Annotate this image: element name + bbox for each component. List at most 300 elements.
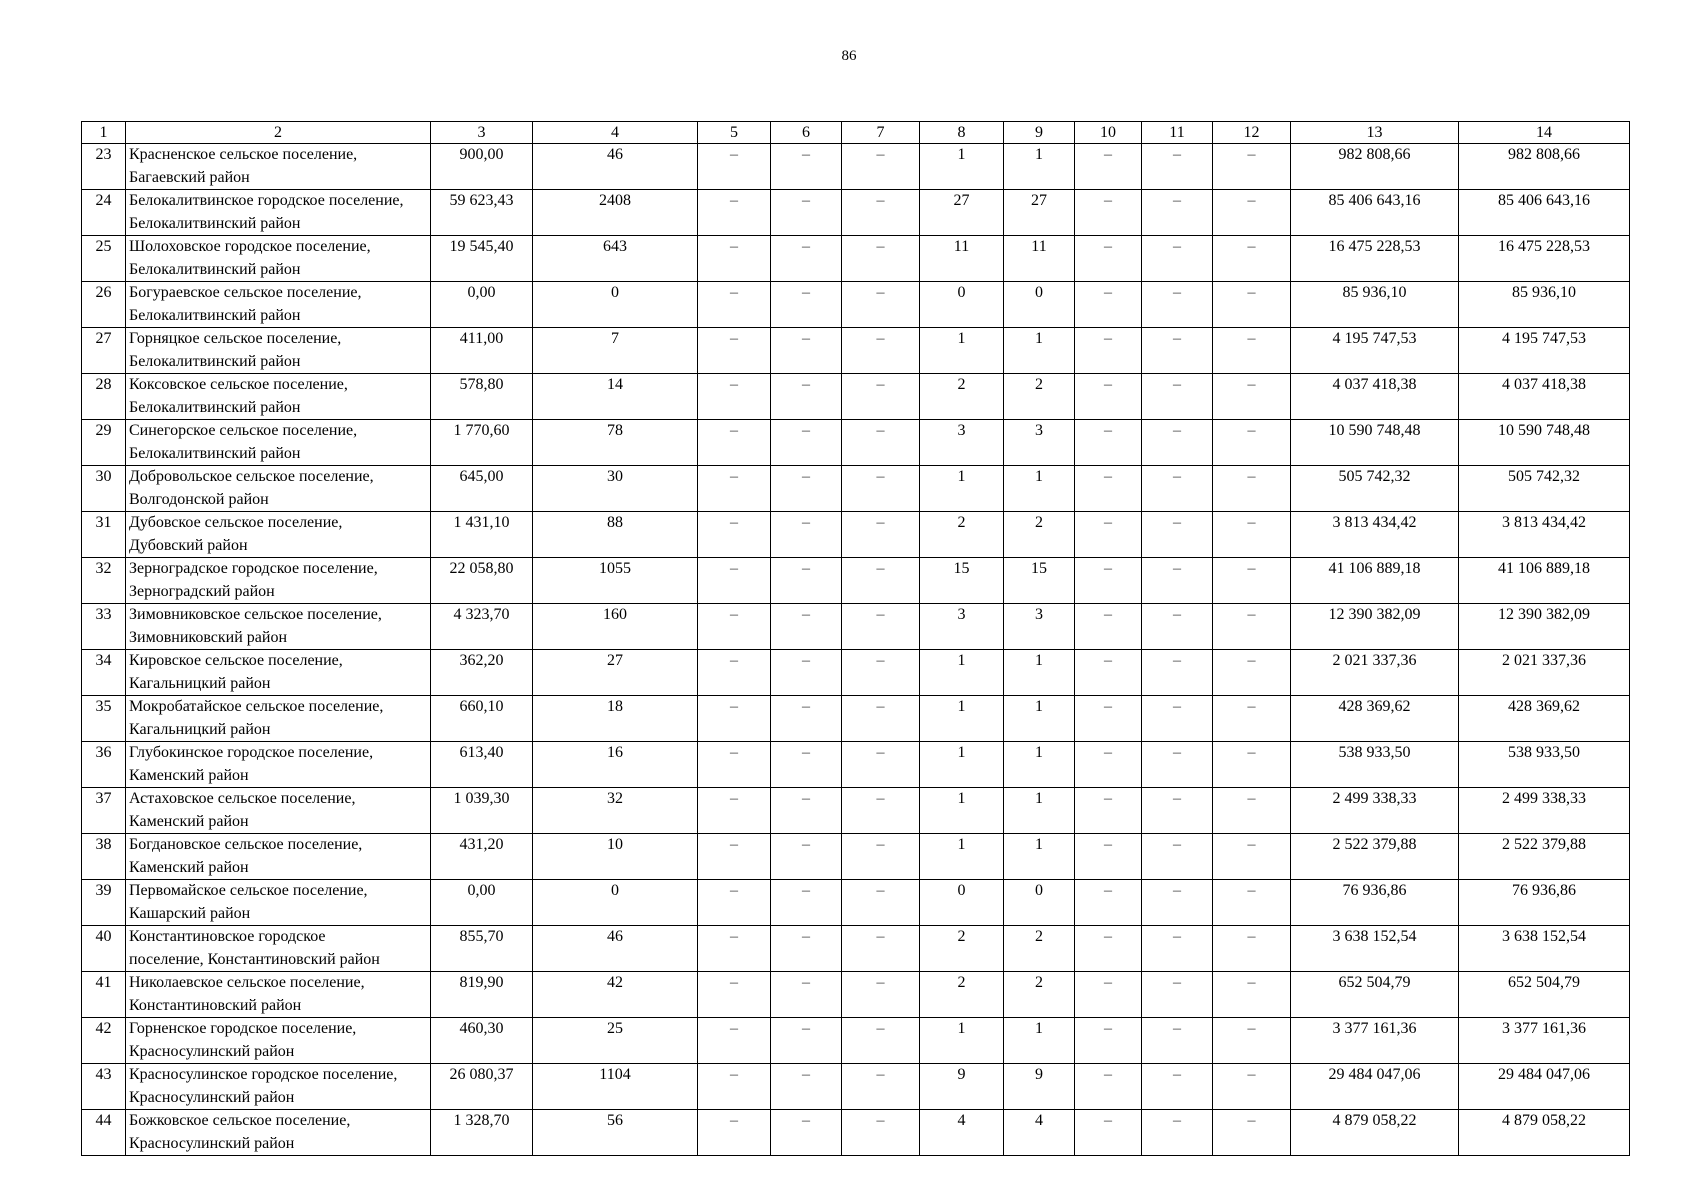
- cell-col-14: 3 638 152,54: [1459, 926, 1630, 972]
- cell-col-12: –: [1213, 236, 1291, 282]
- settlement-name-line-1: Добровольское сельское поселение,: [129, 468, 374, 485]
- cell-col-3: 59 623,43: [431, 190, 533, 236]
- cell-col-4: 88: [533, 512, 698, 558]
- cell-col-9: 4: [1004, 1110, 1075, 1156]
- cell-col-9: 1: [1004, 328, 1075, 374]
- table-row: [82, 190, 1630, 236]
- cell-col-4: 56: [533, 1110, 698, 1156]
- cell-col-5: –: [698, 1018, 771, 1064]
- settlement-name: [126, 236, 431, 282]
- cell-col-5: –: [698, 236, 771, 282]
- cell-col-9: 0: [1004, 880, 1075, 926]
- cell-col-6: –: [771, 420, 842, 466]
- cell-col-12: –: [1213, 374, 1291, 420]
- cell-col-11: –: [1142, 512, 1213, 558]
- cell-col-14: 12 390 382,09: [1459, 604, 1630, 650]
- settlement-name-line-1: Богдановское сельское поселение,: [129, 836, 363, 853]
- cell-col-7: –: [842, 420, 920, 466]
- settlement-name-line-1: Божковское сельское поселение,: [129, 1112, 351, 1129]
- cell-col-3: 819,90: [431, 972, 533, 1018]
- row-number: 27: [82, 328, 126, 374]
- row-number: 44: [82, 1110, 126, 1156]
- table-row: [82, 972, 1630, 1018]
- cell-col-11: –: [1142, 926, 1213, 972]
- cell-col-5: –: [698, 512, 771, 558]
- cell-col-12: –: [1213, 926, 1291, 972]
- cell-col-12: –: [1213, 1018, 1291, 1064]
- settlement-name-line-2: Каменский район: [129, 812, 249, 830]
- table-row: [82, 604, 1630, 650]
- cell-col-14: 2 522 379,88: [1459, 834, 1630, 880]
- cell-col-9: 3: [1004, 604, 1075, 650]
- cell-col-3: 0,00: [431, 880, 533, 926]
- settlement-name: [126, 420, 431, 466]
- row-number: 31: [82, 512, 126, 558]
- cell-col-10: –: [1075, 558, 1142, 604]
- cell-col-10: –: [1075, 374, 1142, 420]
- cell-col-9: 1: [1004, 1018, 1075, 1064]
- settlement-name: [126, 282, 431, 328]
- cell-col-9: 1: [1004, 650, 1075, 696]
- settlement-name-line-1: Синегорское сельское поселение,: [129, 422, 358, 439]
- cell-col-12: –: [1213, 466, 1291, 512]
- cell-col-13: 4 195 747,53: [1291, 328, 1459, 374]
- cell-col-4: 46: [533, 926, 698, 972]
- cell-col-10: –: [1075, 512, 1142, 558]
- table-row: [82, 926, 1630, 972]
- table-row: [82, 1018, 1630, 1064]
- cell-col-11: –: [1142, 742, 1213, 788]
- cell-col-6: –: [771, 696, 842, 742]
- cell-col-7: –: [842, 144, 920, 190]
- cell-col-11: –: [1142, 558, 1213, 604]
- cell-col-13: 4 879 058,22: [1291, 1110, 1459, 1156]
- cell-col-10: –: [1075, 420, 1142, 466]
- cell-col-7: –: [842, 972, 920, 1018]
- cell-col-3: 660,10: [431, 696, 533, 742]
- table-row: [82, 466, 1630, 512]
- table-row: [82, 420, 1630, 466]
- settlement-name-line-1: Красненское сельское поселение,: [129, 146, 358, 163]
- cell-col-12: –: [1213, 742, 1291, 788]
- cell-col-7: –: [842, 650, 920, 696]
- cell-col-10: –: [1075, 328, 1142, 374]
- cell-col-4: 1055: [533, 558, 698, 604]
- cell-col-11: –: [1142, 972, 1213, 1018]
- cell-col-13: 3 377 161,36: [1291, 1018, 1459, 1064]
- row-number: 41: [82, 972, 126, 1018]
- table-row: [82, 1064, 1630, 1110]
- column-header: 14: [1459, 122, 1630, 144]
- settlement-name-line-2: Белокалитвинский район: [129, 260, 301, 278]
- settlement-name: [126, 926, 431, 972]
- cell-col-8: 1: [920, 144, 1004, 190]
- cell-col-11: –: [1142, 788, 1213, 834]
- cell-col-11: –: [1142, 834, 1213, 880]
- cell-col-9: 1: [1004, 466, 1075, 512]
- cell-col-6: –: [771, 558, 842, 604]
- cell-col-4: 2408: [533, 190, 698, 236]
- cell-col-6: –: [771, 466, 842, 512]
- cell-col-14: 41 106 889,18: [1459, 558, 1630, 604]
- column-header: 11: [1142, 122, 1213, 144]
- cell-col-6: –: [771, 788, 842, 834]
- table-row: [82, 236, 1630, 282]
- cell-col-8: 2: [920, 972, 1004, 1018]
- cell-col-12: –: [1213, 972, 1291, 1018]
- cell-col-7: –: [842, 926, 920, 972]
- cell-col-3: 362,20: [431, 650, 533, 696]
- cell-col-4: 42: [533, 972, 698, 1018]
- cell-col-4: 46: [533, 144, 698, 190]
- cell-col-12: –: [1213, 604, 1291, 650]
- row-number: 33: [82, 604, 126, 650]
- cell-col-6: –: [771, 1110, 842, 1156]
- settlement-name-line-2: Белокалитвинский район: [129, 398, 301, 416]
- row-number: 43: [82, 1064, 126, 1110]
- settlement-name-line-2: Волгодонской район: [129, 490, 269, 508]
- table-row: [82, 144, 1630, 190]
- cell-col-8: 1: [920, 742, 1004, 788]
- settlement-name: [126, 328, 431, 374]
- settlement-name-line-1: Мокробатайское сельское поселение,: [129, 698, 384, 715]
- cell-col-12: –: [1213, 512, 1291, 558]
- cell-col-13: 10 590 748,48: [1291, 420, 1459, 466]
- cell-col-5: –: [698, 144, 771, 190]
- column-header: 6: [771, 122, 842, 144]
- settlement-name-line-1: Николаевское сельское поселение,: [129, 974, 365, 991]
- settlement-name-line-2: Константиновский район: [129, 996, 302, 1014]
- cell-col-14: 76 936,86: [1459, 880, 1630, 926]
- cell-col-14: 4 037 418,38: [1459, 374, 1630, 420]
- settlement-name: [126, 604, 431, 650]
- cell-col-12: –: [1213, 190, 1291, 236]
- cell-col-6: –: [771, 972, 842, 1018]
- cell-col-8: 1: [920, 788, 1004, 834]
- cell-col-11: –: [1142, 236, 1213, 282]
- cell-col-10: –: [1075, 1018, 1142, 1064]
- cell-col-10: –: [1075, 1064, 1142, 1110]
- cell-col-4: 14: [533, 374, 698, 420]
- cell-col-7: –: [842, 466, 920, 512]
- cell-col-6: –: [771, 282, 842, 328]
- column-number-row: [82, 122, 1630, 144]
- cell-col-8: 11: [920, 236, 1004, 282]
- cell-col-12: –: [1213, 144, 1291, 190]
- cell-col-5: –: [698, 374, 771, 420]
- cell-col-12: –: [1213, 880, 1291, 926]
- column-header: 2: [126, 122, 431, 144]
- cell-col-9: 27: [1004, 190, 1075, 236]
- cell-col-3: 613,40: [431, 742, 533, 788]
- row-number: 40: [82, 926, 126, 972]
- cell-col-10: –: [1075, 466, 1142, 512]
- row-number: 35: [82, 696, 126, 742]
- row-number: 29: [82, 420, 126, 466]
- cell-col-14: 982 808,66: [1459, 144, 1630, 190]
- cell-col-3: 578,80: [431, 374, 533, 420]
- settlement-name-line-2: Белокалитвинский район: [129, 352, 301, 370]
- table-row: [82, 788, 1630, 834]
- settlement-name: [126, 558, 431, 604]
- cell-col-11: –: [1142, 1110, 1213, 1156]
- row-number: 30: [82, 466, 126, 512]
- cell-col-8: 27: [920, 190, 1004, 236]
- settlement-name: [126, 788, 431, 834]
- table-row: [82, 742, 1630, 788]
- cell-col-3: 900,00: [431, 144, 533, 190]
- cell-col-7: –: [842, 512, 920, 558]
- settlement-name-line-2: Багаевский район: [129, 168, 250, 186]
- cell-col-9: 2: [1004, 374, 1075, 420]
- settlement-name-line-1: Шолоховское городское поселение,: [129, 238, 371, 255]
- cell-col-13: 2 522 379,88: [1291, 834, 1459, 880]
- cell-col-13: 85 406 643,16: [1291, 190, 1459, 236]
- cell-col-14: 3 377 161,36: [1459, 1018, 1630, 1064]
- cell-col-10: –: [1075, 236, 1142, 282]
- cell-col-8: 1: [920, 834, 1004, 880]
- cell-col-13: 3 813 434,42: [1291, 512, 1459, 558]
- cell-col-6: –: [771, 834, 842, 880]
- row-number: 32: [82, 558, 126, 604]
- table-row: [82, 282, 1630, 328]
- row-number: 42: [82, 1018, 126, 1064]
- cell-col-13: 29 484 047,06: [1291, 1064, 1459, 1110]
- cell-col-7: –: [842, 1110, 920, 1156]
- cell-col-8: 1: [920, 696, 1004, 742]
- cell-col-4: 0: [533, 880, 698, 926]
- cell-col-8: 1: [920, 650, 1004, 696]
- cell-col-11: –: [1142, 190, 1213, 236]
- settlement-name-line-1: Горненское городское поселение,: [129, 1020, 357, 1037]
- cell-col-7: –: [842, 880, 920, 926]
- column-header: 4: [533, 122, 698, 144]
- cell-col-9: 11: [1004, 236, 1075, 282]
- cell-col-10: –: [1075, 834, 1142, 880]
- cell-col-4: 16: [533, 742, 698, 788]
- cell-col-5: –: [698, 1110, 771, 1156]
- table-row: [82, 880, 1630, 926]
- cell-col-4: 27: [533, 650, 698, 696]
- cell-col-14: 29 484 047,06: [1459, 1064, 1630, 1110]
- row-number: 37: [82, 788, 126, 834]
- cell-col-9: 2: [1004, 926, 1075, 972]
- settlement-name: [126, 190, 431, 236]
- cell-col-12: –: [1213, 1064, 1291, 1110]
- cell-col-13: 4 037 418,38: [1291, 374, 1459, 420]
- cell-col-3: 855,70: [431, 926, 533, 972]
- column-header: 8: [920, 122, 1004, 144]
- cell-col-4: 25: [533, 1018, 698, 1064]
- cell-col-7: –: [842, 328, 920, 374]
- cell-col-8: 1: [920, 466, 1004, 512]
- row-number: 34: [82, 650, 126, 696]
- cell-col-3: 0,00: [431, 282, 533, 328]
- cell-col-4: 10: [533, 834, 698, 880]
- cell-col-9: 1: [1004, 742, 1075, 788]
- cell-col-3: 4 323,70: [431, 604, 533, 650]
- cell-col-5: –: [698, 1064, 771, 1110]
- cell-col-8: 0: [920, 880, 1004, 926]
- cell-col-3: 411,00: [431, 328, 533, 374]
- cell-col-9: 15: [1004, 558, 1075, 604]
- cell-col-7: –: [842, 190, 920, 236]
- cell-col-6: –: [771, 1018, 842, 1064]
- cell-col-4: 18: [533, 696, 698, 742]
- cell-col-4: 0: [533, 282, 698, 328]
- cell-col-14: 3 813 434,42: [1459, 512, 1630, 558]
- cell-col-5: –: [698, 466, 771, 512]
- cell-col-7: –: [842, 236, 920, 282]
- cell-col-14: 538 933,50: [1459, 742, 1630, 788]
- settlement-name: [126, 1064, 431, 1110]
- cell-col-9: 1: [1004, 144, 1075, 190]
- table-body: [82, 144, 1630, 1156]
- cell-col-13: 2 499 338,33: [1291, 788, 1459, 834]
- cell-col-5: –: [698, 972, 771, 1018]
- cell-col-5: –: [698, 650, 771, 696]
- cell-col-13: 12 390 382,09: [1291, 604, 1459, 650]
- cell-col-7: –: [842, 834, 920, 880]
- cell-col-3: 26 080,37: [431, 1064, 533, 1110]
- settlement-name-line-2: Красносулинский район: [129, 1134, 295, 1152]
- settlement-name-line-1: Дубовское сельское поселение,: [129, 514, 343, 531]
- cell-col-10: –: [1075, 282, 1142, 328]
- settlement-name: [126, 1110, 431, 1156]
- cell-col-9: 9: [1004, 1064, 1075, 1110]
- table-row: [82, 1110, 1630, 1156]
- cell-col-13: 85 936,10: [1291, 282, 1459, 328]
- settlement-name: [126, 144, 431, 190]
- cell-col-5: –: [698, 190, 771, 236]
- cell-col-8: 15: [920, 558, 1004, 604]
- settlement-name: [126, 1018, 431, 1064]
- table-row: [82, 558, 1630, 604]
- cell-col-14: 2 021 337,36: [1459, 650, 1630, 696]
- cell-col-9: 0: [1004, 282, 1075, 328]
- cell-col-4: 7: [533, 328, 698, 374]
- cell-col-8: 1: [920, 1018, 1004, 1064]
- cell-col-10: –: [1075, 880, 1142, 926]
- cell-col-9: 2: [1004, 972, 1075, 1018]
- cell-col-6: –: [771, 926, 842, 972]
- cell-col-11: –: [1142, 696, 1213, 742]
- cell-col-14: 652 504,79: [1459, 972, 1630, 1018]
- cell-col-12: –: [1213, 282, 1291, 328]
- cell-col-7: –: [842, 1064, 920, 1110]
- cell-col-11: –: [1142, 1018, 1213, 1064]
- row-number: 28: [82, 374, 126, 420]
- cell-col-6: –: [771, 880, 842, 926]
- cell-col-5: –: [698, 788, 771, 834]
- cell-col-14: 10 590 748,48: [1459, 420, 1630, 466]
- row-number: 26: [82, 282, 126, 328]
- cell-col-12: –: [1213, 696, 1291, 742]
- cell-col-13: 538 933,50: [1291, 742, 1459, 788]
- cell-col-3: 460,30: [431, 1018, 533, 1064]
- settlement-name: [126, 880, 431, 926]
- settlement-name: [126, 742, 431, 788]
- settlement-name-line-2: Кагальницкий район: [129, 720, 271, 738]
- settlement-name-line-2: Красносулинский район: [129, 1042, 295, 1060]
- column-header: 1: [82, 122, 126, 144]
- cell-col-13: 41 106 889,18: [1291, 558, 1459, 604]
- settlement-name-line-1: Горняцкое сельское поселение,: [129, 330, 342, 347]
- column-header: 7: [842, 122, 920, 144]
- cell-col-6: –: [771, 512, 842, 558]
- cell-col-14: 4 195 747,53: [1459, 328, 1630, 374]
- cell-col-11: –: [1142, 282, 1213, 328]
- settlement-name-line-1: Белокалитвинское городское поселение,: [129, 192, 404, 209]
- settlement-name: [126, 696, 431, 742]
- cell-col-12: –: [1213, 788, 1291, 834]
- cell-col-6: –: [771, 190, 842, 236]
- cell-col-11: –: [1142, 328, 1213, 374]
- cell-col-4: 78: [533, 420, 698, 466]
- cell-col-5: –: [698, 558, 771, 604]
- cell-col-8: 9: [920, 1064, 1004, 1110]
- cell-col-7: –: [842, 558, 920, 604]
- cell-col-8: 2: [920, 374, 1004, 420]
- cell-col-8: 3: [920, 420, 1004, 466]
- cell-col-10: –: [1075, 190, 1142, 236]
- cell-col-14: 16 475 228,53: [1459, 236, 1630, 282]
- cell-col-9: 3: [1004, 420, 1075, 466]
- cell-col-13: 3 638 152,54: [1291, 926, 1459, 972]
- cell-col-10: –: [1075, 604, 1142, 650]
- cell-col-10: –: [1075, 926, 1142, 972]
- cell-col-4: 30: [533, 466, 698, 512]
- table-row: [82, 512, 1630, 558]
- cell-col-14: 85 406 643,16: [1459, 190, 1630, 236]
- cell-col-3: 431,20: [431, 834, 533, 880]
- cell-col-7: –: [842, 696, 920, 742]
- cell-col-13: 982 808,66: [1291, 144, 1459, 190]
- cell-col-11: –: [1142, 466, 1213, 512]
- settlement-name-line-1: Глубокинское городское поселение,: [129, 744, 374, 761]
- cell-col-9: 1: [1004, 788, 1075, 834]
- cell-col-8: 3: [920, 604, 1004, 650]
- table-row: [82, 696, 1630, 742]
- settlement-name-line-2: поселение, Константиновский район: [129, 950, 380, 968]
- settlement-name-line-1: Кировское сельское поселение,: [129, 652, 343, 669]
- row-number: 36: [82, 742, 126, 788]
- cell-col-7: –: [842, 374, 920, 420]
- cell-col-14: 85 936,10: [1459, 282, 1630, 328]
- cell-col-12: –: [1213, 420, 1291, 466]
- cell-col-3: 1 039,30: [431, 788, 533, 834]
- cell-col-4: 1104: [533, 1064, 698, 1110]
- cell-col-11: –: [1142, 880, 1213, 926]
- cell-col-10: –: [1075, 972, 1142, 1018]
- cell-col-8: 2: [920, 512, 1004, 558]
- cell-col-5: –: [698, 282, 771, 328]
- cell-col-5: –: [698, 880, 771, 926]
- settlement-name-line-2: Красносулинский район: [129, 1088, 295, 1106]
- cell-col-10: –: [1075, 696, 1142, 742]
- settlement-name-line-2: Белокалитвинский район: [129, 444, 301, 462]
- column-header: 5: [698, 122, 771, 144]
- cell-col-8: 4: [920, 1110, 1004, 1156]
- settlement-name-line-2: Зимовниковский район: [129, 628, 288, 646]
- cell-col-13: 505 742,32: [1291, 466, 1459, 512]
- row-number: 39: [82, 880, 126, 926]
- cell-col-9: 2: [1004, 512, 1075, 558]
- cell-col-10: –: [1075, 742, 1142, 788]
- cell-col-12: –: [1213, 650, 1291, 696]
- cell-col-14: 428 369,62: [1459, 696, 1630, 742]
- cell-col-11: –: [1142, 1064, 1213, 1110]
